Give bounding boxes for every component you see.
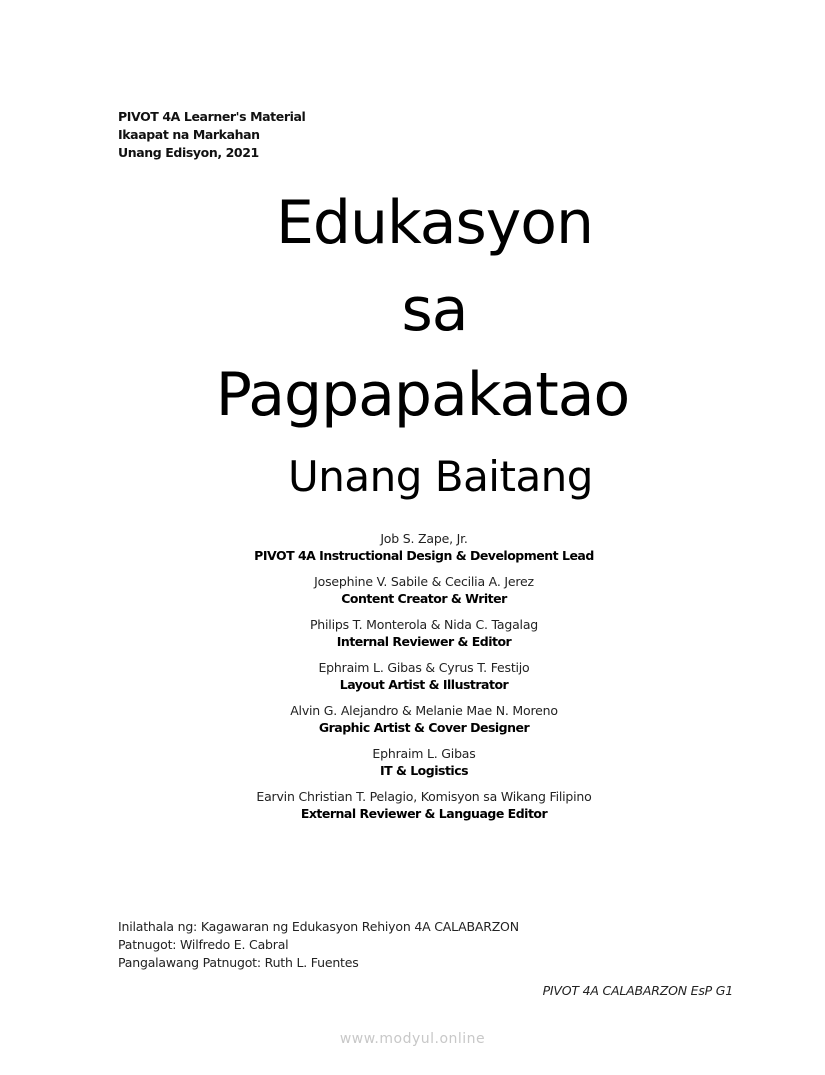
- credit-name: Job S. Zape, Jr.: [380, 531, 468, 546]
- publisher-info: [118, 918, 519, 972]
- publisher-line: Inilathala ng: Kagawaran ng Edukasyon Rehiyon 4A CALABARZON: [118, 919, 519, 934]
- credit-entry: [23, 573, 825, 607]
- credit-name: Josephine V. Sabile & Cecilia A. Jerez: [314, 574, 534, 589]
- credit-role: External Reviewer & Language Editor: [300, 806, 548, 821]
- grade-subtitle: Unang Baitang: [288, 452, 593, 501]
- credit-role: IT & Logistics: [379, 763, 469, 778]
- credit-name: Philips T. Monterola & Nida C. Tagalag: [309, 617, 539, 632]
- edition-label: Unang Edisyon, 2021: [118, 145, 259, 160]
- credit-role: PIVOT 4A Instructional Design & Development Lead: [254, 548, 594, 563]
- credit-entry: [23, 530, 825, 564]
- credit-entry: [23, 659, 825, 693]
- credit-name: Ephraim L. Gibas: [372, 746, 476, 761]
- credit-name: Earvin Christian T. Pelagio, Komisyon sa Wikang Filipino: [256, 789, 592, 804]
- credit-role: Layout Artist & Illustrator: [339, 677, 509, 692]
- credit-role: Internal Reviewer & Editor: [336, 634, 512, 649]
- credits-list: [0, 530, 825, 831]
- credit-role: Graphic Artist & Cover Designer: [318, 720, 530, 735]
- edition-info: [118, 108, 305, 162]
- title-line-3: Pagpapakatao: [215, 360, 630, 430]
- title-line-1: Edukasyon: [276, 188, 593, 258]
- assistant-editor-line: Pangalawang Patnugot: Ruth L. Fuentes: [118, 955, 359, 970]
- credit-entry: [23, 745, 825, 779]
- credit-name: Ephraim L. Gibas & Cyrus T. Festijo: [318, 660, 530, 675]
- credit-entry: [23, 702, 825, 736]
- title-line-2: sa: [401, 275, 468, 345]
- material-label: PIVOT 4A Learner's Material: [118, 109, 306, 124]
- credit-name: Alvin G. Alejandro & Melanie Mae N. Moreno: [290, 703, 558, 718]
- credit-role: Content Creator & Writer: [341, 591, 507, 606]
- credit-entry: [23, 788, 825, 822]
- watermark: www.modyul.online: [339, 1031, 486, 1047]
- quarter-label: Ikaapat na Markahan: [118, 127, 260, 142]
- credit-entry: [23, 616, 825, 650]
- editor-line: Patnugot: Wilfredo E. Cabral: [118, 937, 289, 952]
- module-code: PIVOT 4A CALABARZON EsP G1: [542, 983, 733, 998]
